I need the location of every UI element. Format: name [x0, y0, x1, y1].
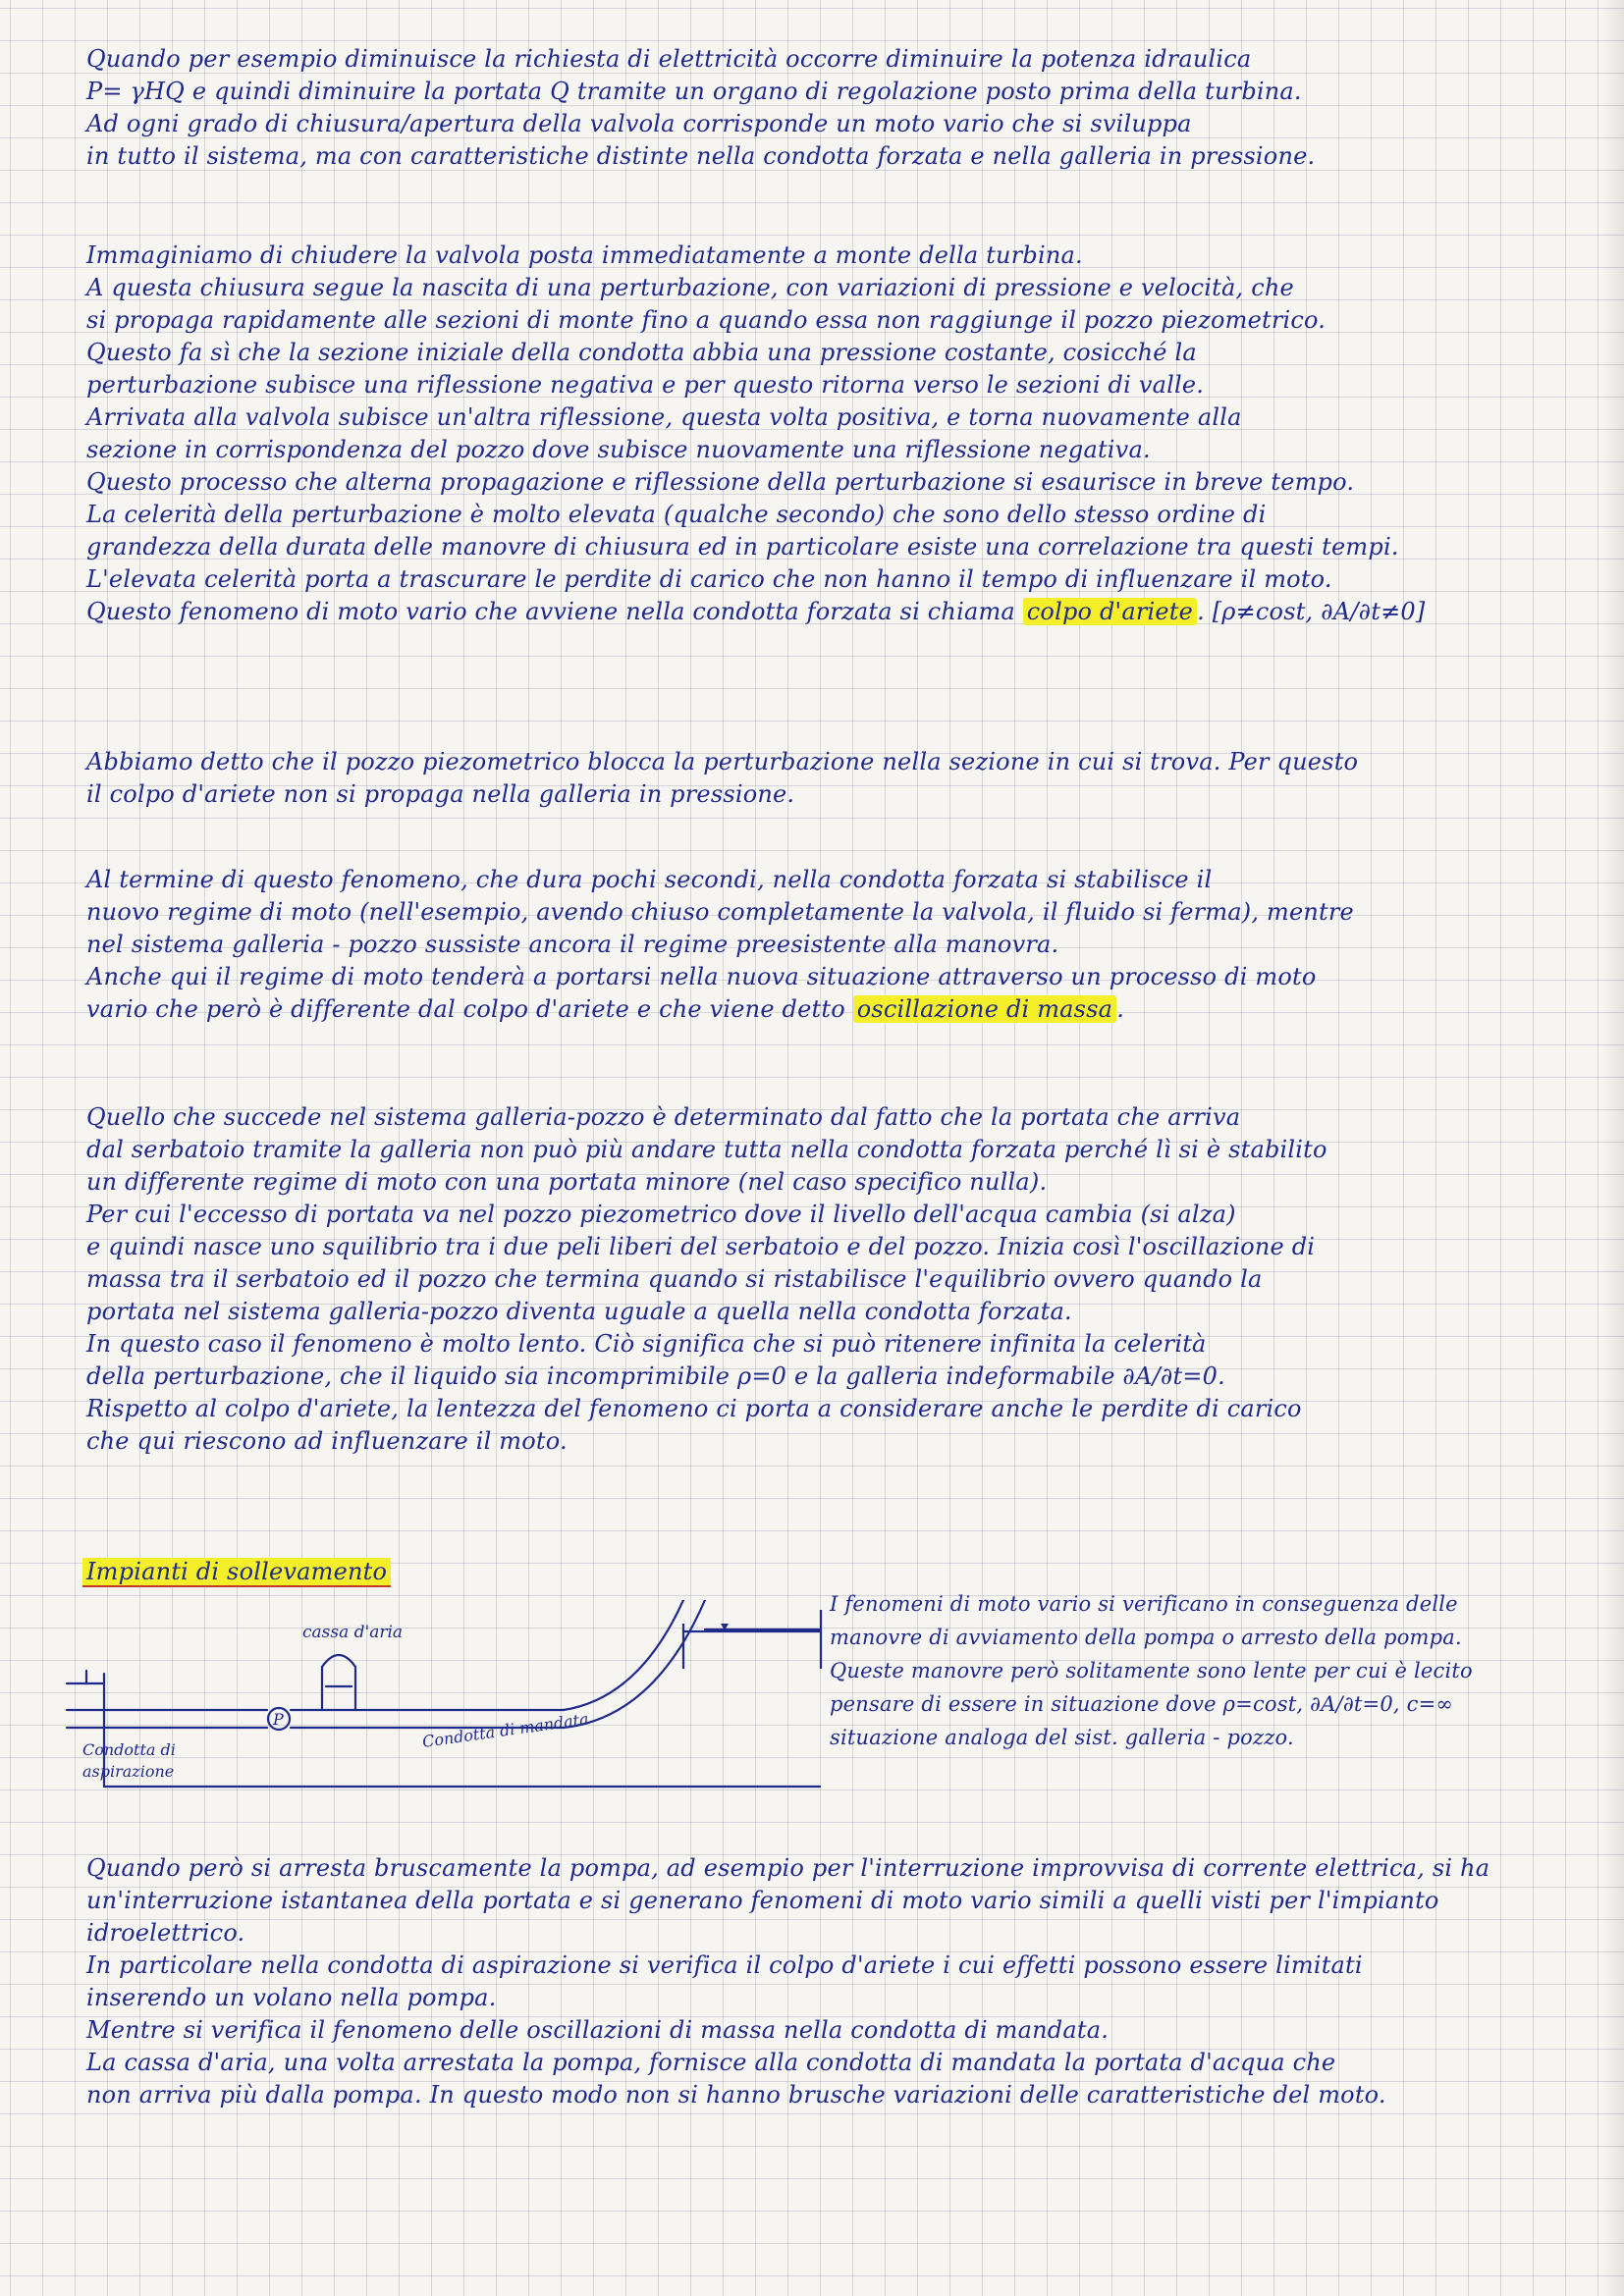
text-line: Abbiamo detto che il pozzo piezometrico blocca la perturbazione nella sezione in cui si trova. Per questo — [86, 748, 1359, 775]
text-line: pensare di essere in situazione dove ρ=cost, ∂A/∂t=0, c=∞ — [830, 1692, 1454, 1716]
air-vessel — [322, 1655, 355, 1710]
text-line: Questo fa sì che la sezione iniziale della condotta abbia una pressione costante, cosicché la — [86, 339, 1197, 366]
text-line: grandezza della durata delle manovre di chiusura ed in particolare esiste una correlazione tra questi tempi. — [86, 533, 1399, 561]
text-line: Immaginiamo di chiudere la valvola posta immediatamente a monte della turbina. — [86, 241, 1083, 269]
text-line: un differente regime di moto con una portata minore (nel caso specifico nulla). — [86, 1168, 1048, 1196]
text-line: si propaga rapidamente alle sezioni di monte fino a quando essa non raggiunge il pozzo piezometrico. — [86, 306, 1326, 334]
text-line: Mentre si verifica il fenomeno delle oscillazioni di massa nella condotta di mandata. — [86, 2016, 1110, 2044]
text-line: A questa chiusura segue la nascita di una perturbazione, con variazioni di pressione e velocità, che — [86, 274, 1294, 301]
text-line: nel sistema galleria - pozzo sussiste ancora il regime preesistente alla manovra. — [86, 931, 1059, 958]
text-line: perturbazione subisce una riflessione negativa e per questo ritorna verso le sezioni di valle. — [86, 371, 1205, 399]
section-heading — [82, 1558, 391, 1585]
text-line-with-term — [86, 993, 1579, 1026]
text-line: Anche qui il regime di moto tenderà a portarsi nella nuova situazione attraverso un processo di moto — [86, 963, 1317, 990]
text-line: P= γHQ e quindi diminuire la portata Q tramite un organo di regolazione posto prima della turbina. — [86, 78, 1302, 105]
text-line: Quello che succede nel sistema galleria-pozzo è determinato dal fatto che la portata che arriva — [86, 1103, 1241, 1131]
text-line: Rispetto al colpo d'ariete, la lentezza del fenomeno ci porta a considerare anche le perdite di carico — [86, 1395, 1302, 1422]
upper-tank — [674, 1610, 831, 1669]
text-line: massa tra il serbatoio ed il pozzo che termina quando si ristabilisce l'equilibrio ovvero quando la — [86, 1265, 1263, 1293]
note-fragment: . [ρ≠cost, ∂A/∂t≠0] — [1197, 598, 1426, 625]
text-line: In particolare nella condotta di aspirazione si verifica il colpo d'ariete i cui effetti possono essere limitati — [86, 1951, 1363, 1979]
label-pump: P — [273, 1710, 284, 1729]
text-line: L'elevata celerità porta a trascurare le perdite di carico che non hanno il tempo di influenzare il moto. — [86, 565, 1332, 593]
text-line: non arriva più dalla pompa. In questo modo non si hanno brusche variazioni delle caratteristiche del moto. — [86, 2081, 1386, 2109]
text-line: Al termine di questo fenomeno, che dura pochi secondi, nella condotta forzata si stabilisce il — [86, 866, 1213, 893]
label-cassa-aria: cassa d'aria — [302, 1623, 404, 1642]
text-line: che qui riescono ad influenzare il moto. — [86, 1427, 568, 1455]
text-line: Questo processo che alterna propagazione e riflessione della perturbazione si esaurisce in breve tempo. — [86, 468, 1355, 496]
text-line: inserendo un volano nella pompa. — [86, 1984, 497, 2011]
paragraph-galleria-pozzo — [86, 1101, 1579, 1458]
label-aspirazione-line2: aspirazione — [82, 1762, 175, 1781]
text-line: il colpo d'ariete non si propaga nella galleria in pressione. — [86, 780, 795, 808]
text-line: della perturbazione, che il liquido sia incomprimibile ρ=0 e la galleria indeformabile ∂A/∂t=0. — [86, 1362, 1225, 1390]
text-line: manovre di avviamento della pompa o arresto della pompa. — [830, 1626, 1462, 1649]
text-line: Ad ogni grado di chiusura/apertura della valvola corrisponde un moto vario che si sviluppa — [86, 110, 1192, 137]
text-line: un'interruzione istantanea della portata e si generano fenomeni di moto vario simili a quelli visti per l'impianto — [86, 1887, 1439, 1914]
highlighted-term-oscillazione-massa: oscillazione di massa — [853, 995, 1116, 1023]
text-line: Arrivata alla valvola subisce un'altra riflessione, questa volta positiva, e torna nuovamente alla — [86, 403, 1242, 431]
heading-impianti-sollevamento: Impianti di sollevamento — [82, 1558, 391, 1587]
text-line: La cassa d'aria, una volta arrestata la pompa, fornisce alla condotta di mandata la portata d'acqua che — [86, 2049, 1336, 2076]
text-line: I fenomeni di moto vario si verificano in conseguenza delle — [830, 1592, 1458, 1616]
text-line: Quando per esempio diminuisce la richiesta di elettricità occorre diminuire la potenza idraulica — [86, 45, 1252, 73]
rising-pipe-top — [564, 1600, 683, 1710]
text-line: In questo caso il fenomeno è molto lento. Ciò significa che si può ritenere infinita la celerità — [86, 1330, 1207, 1358]
side-note-pump-maneuvers — [830, 1587, 1576, 1754]
text-fragment: . — [1116, 995, 1125, 1023]
text-line: Queste manovre però solitamente sono lente per cui è lecito — [830, 1659, 1473, 1682]
text-line: e quindi nasce uno squilibrio tra i due peli liberi del serbatoio e del pozzo. Inizia così l'oscillazione di — [86, 1233, 1316, 1260]
paragraph-pump-stop — [86, 1852, 1579, 2111]
paragraph-mass-oscillation-intro — [86, 864, 1579, 1026]
text-line: La celerità della perturbazione è molto elevata (qualche secondo) che sono dello stesso ordine di — [86, 501, 1267, 528]
text-line: nuovo regime di moto (nell'esempio, avendo chiuso completamente la valvola, il fluido si ferma), mentre — [86, 898, 1354, 926]
water-level-marker-icon — [721, 1624, 729, 1630]
highlighted-term-colpo-ariete: colpo d'ariete — [1023, 598, 1197, 625]
paragraph-water-hammer — [86, 240, 1579, 628]
paragraph-pozzo-blocks — [86, 746, 1579, 811]
text-fragment: vario che però è differente dal colpo d'ariete e che viene detto — [86, 995, 845, 1023]
text-line: Quando però si arresta bruscamente la pompa, ad esempio per l'interruzione improvvisa di corrente elettrica, si ha — [86, 1854, 1490, 1882]
page-edge-shadow — [1602, 0, 1624, 2296]
label-mandata: Condotta di mandata — [420, 1709, 590, 1751]
text-line-with-term — [86, 596, 1579, 628]
text-line: in tutto il sistema, ma con caratteristiche distinte nella condotta forzata e nella galleria in pressione. — [86, 142, 1316, 170]
paragraph-power-regulation — [86, 43, 1579, 173]
text-line: dal serbatoio tramite la galleria non può più andare tutta nella condotta forzata perché lì si è stabilito — [86, 1136, 1327, 1163]
text-line: Per cui l'eccesso di portata va nel pozzo piezometrico dove il livello dell'acqua cambia (si alza) — [86, 1201, 1236, 1228]
text-line: sezione in corrispondenza del pozzo dove subisce nuovamente una riflessione negativa. — [86, 436, 1151, 463]
text-line: portata nel sistema galleria-pozzo diventa uguale a quella nella condotta forzata. — [86, 1298, 1072, 1325]
label-aspirazione-line1: Condotta di — [82, 1740, 176, 1759]
text-line: idroelettrico. — [86, 1919, 245, 1947]
text-line: situazione analoga del sist. galleria - pozzo. — [830, 1726, 1294, 1749]
text-fragment: Questo fenomeno di moto vario che avviene nella condotta forzata si chiama — [86, 598, 1015, 625]
